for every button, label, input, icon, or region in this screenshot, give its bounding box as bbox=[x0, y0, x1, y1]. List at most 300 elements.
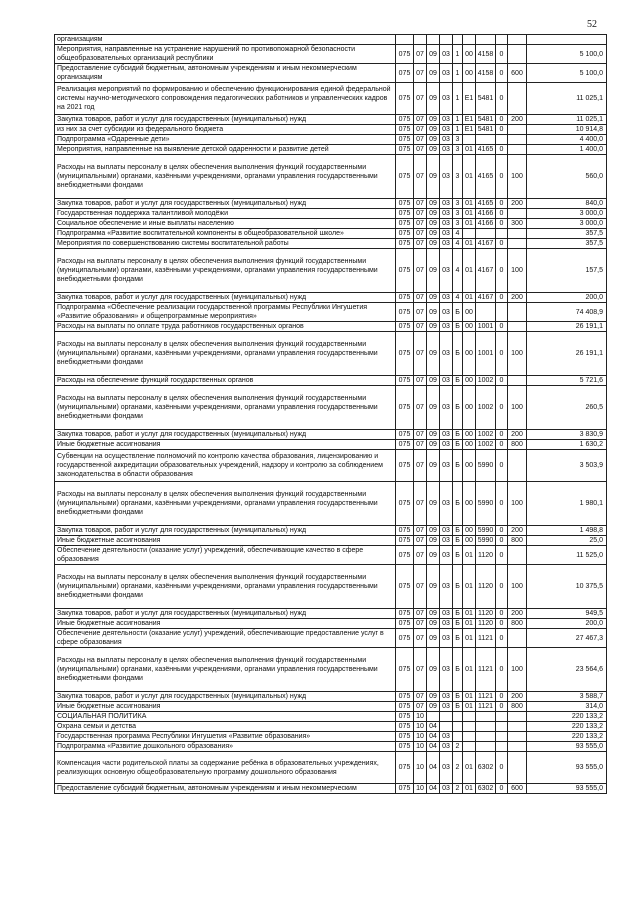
table-row bbox=[55, 386, 607, 430]
row-code: 075 bbox=[396, 145, 414, 155]
row-code bbox=[496, 135, 508, 145]
table-row bbox=[55, 135, 607, 145]
row-code: 100 bbox=[508, 565, 527, 609]
row-code: E1 bbox=[463, 125, 476, 135]
row-sum: 220 133,2 bbox=[527, 712, 607, 722]
row-code: 2 bbox=[453, 752, 463, 784]
row-code: 0 bbox=[496, 386, 508, 430]
row-code: 07 bbox=[414, 536, 427, 546]
row-code: 03 bbox=[440, 145, 453, 155]
row-code: 03 bbox=[440, 322, 453, 332]
row-code: 800 bbox=[508, 440, 527, 450]
row-code: 09 bbox=[427, 219, 440, 229]
row-code bbox=[508, 229, 527, 239]
row-code: 10 bbox=[414, 712, 427, 722]
row-code: 00 bbox=[463, 376, 476, 386]
row-code: 03 bbox=[440, 482, 453, 526]
row-code: 03 bbox=[440, 609, 453, 619]
row-code: 03 bbox=[440, 546, 453, 565]
row-code: 03 bbox=[440, 450, 453, 482]
row-sum: 3 588,7 bbox=[527, 692, 607, 702]
row-code: 00 bbox=[463, 332, 476, 376]
row-code: 04 bbox=[427, 784, 440, 794]
row-code bbox=[508, 629, 527, 648]
row-code: 10 bbox=[414, 752, 427, 784]
row-code: 09 bbox=[427, 430, 440, 440]
row-code: 01 bbox=[463, 619, 476, 629]
row-sum: 357,5 bbox=[527, 229, 607, 239]
row-sum: 5 100,0 bbox=[527, 45, 607, 64]
row-code: 0 bbox=[496, 125, 508, 135]
budget-table bbox=[54, 34, 607, 794]
row-code: 200 bbox=[508, 609, 527, 619]
table-row bbox=[55, 430, 607, 440]
row-code: 6302 bbox=[476, 752, 496, 784]
row-code: 075 bbox=[396, 209, 414, 219]
row-sum: 3 000,0 bbox=[527, 209, 607, 219]
row-code: 03 bbox=[440, 430, 453, 440]
row-name: Закупка товаров, работ и услуг для государственных (муниципальных) нужд bbox=[55, 609, 396, 619]
row-code bbox=[463, 722, 476, 732]
row-sum: 220 133,2 bbox=[527, 722, 607, 732]
row-code: 07 bbox=[414, 430, 427, 440]
row-code: 0 bbox=[496, 332, 508, 376]
row-code: 07 bbox=[414, 332, 427, 376]
row-code: 03 bbox=[440, 125, 453, 135]
row-code: 800 bbox=[508, 619, 527, 629]
row-code bbox=[463, 742, 476, 752]
row-code: 0 bbox=[496, 536, 508, 546]
row-name: Закупка товаров, работ и услуг для государственных (муниципальных) нужд bbox=[55, 293, 396, 303]
row-sum: 5 100,0 bbox=[527, 64, 607, 83]
row-code: 01 bbox=[463, 209, 476, 219]
row-code: Б bbox=[453, 702, 463, 712]
row-code: 01 bbox=[463, 293, 476, 303]
row-code bbox=[496, 722, 508, 732]
row-sum: 74 408,9 bbox=[527, 303, 607, 322]
row-name: Обеспечение деятельности (оказание услуг) учреждений, обеспечивающие предоставление услуг в сфере образования bbox=[55, 629, 396, 648]
row-code: 075 bbox=[396, 430, 414, 440]
row-code bbox=[440, 35, 453, 45]
table-row bbox=[55, 702, 607, 712]
row-name: Субвенции на осуществление полномочий по контролю качества образования, лицензированию и государственной аккредитации образовательных учреждений, надзору и контролю за соблюдением законодательства в области образования bbox=[55, 450, 396, 482]
row-code: 5990 bbox=[476, 536, 496, 546]
row-code: 03 bbox=[440, 742, 453, 752]
row-code: Б bbox=[453, 482, 463, 526]
row-code: 03 bbox=[440, 332, 453, 376]
row-code: 1 bbox=[453, 115, 463, 125]
row-code bbox=[476, 135, 496, 145]
row-code: 09 bbox=[427, 376, 440, 386]
row-code: 1120 bbox=[476, 609, 496, 619]
row-code: 10 bbox=[414, 732, 427, 742]
row-code: 1001 bbox=[476, 332, 496, 376]
row-code: 075 bbox=[396, 629, 414, 648]
row-name: Расходы на выплаты персоналу в целях обеспечения выполнения функций государственными (муниципальными) органами, казёнными учреждениями, органами управления государственными внебюджетными фондами bbox=[55, 565, 396, 609]
row-code: 075 bbox=[396, 526, 414, 536]
row-code: 075 bbox=[396, 450, 414, 482]
row-code: 07 bbox=[414, 619, 427, 629]
row-sum: 23 564,6 bbox=[527, 648, 607, 692]
row-code bbox=[427, 712, 440, 722]
row-code: 01 bbox=[463, 702, 476, 712]
row-sum: 1 400,0 bbox=[527, 145, 607, 155]
row-name: Государственная программа Республики Ингушетия «Развитие образования» bbox=[55, 732, 396, 742]
row-code: 07 bbox=[414, 629, 427, 648]
row-sum: 3 830,9 bbox=[527, 430, 607, 440]
row-code: 0 bbox=[496, 239, 508, 249]
row-code: 0 bbox=[496, 293, 508, 303]
row-name: Закупка товаров, работ и услуг для государственных (муниципальных) нужд bbox=[55, 199, 396, 209]
row-code: 07 bbox=[414, 702, 427, 712]
row-code: 09 bbox=[427, 125, 440, 135]
row-code: 0 bbox=[496, 692, 508, 702]
row-code: 5990 bbox=[476, 526, 496, 536]
row-code: 09 bbox=[427, 293, 440, 303]
row-code: 09 bbox=[427, 482, 440, 526]
row-code: 09 bbox=[427, 45, 440, 64]
row-name: организациям bbox=[55, 35, 396, 45]
row-code: 00 bbox=[463, 482, 476, 526]
row-code: 03 bbox=[440, 629, 453, 648]
row-code: 03 bbox=[440, 692, 453, 702]
row-code: 07 bbox=[414, 219, 427, 229]
table-row bbox=[55, 145, 607, 155]
row-sum: 314,0 bbox=[527, 702, 607, 712]
row-code: 1120 bbox=[476, 546, 496, 565]
row-code: 04 bbox=[427, 752, 440, 784]
row-code bbox=[427, 35, 440, 45]
row-code: 07 bbox=[414, 209, 427, 219]
row-code bbox=[476, 742, 496, 752]
row-code: 1121 bbox=[476, 629, 496, 648]
row-code bbox=[440, 712, 453, 722]
row-code bbox=[508, 125, 527, 135]
row-code: 0 bbox=[496, 322, 508, 332]
row-code: 075 bbox=[396, 619, 414, 629]
row-code: Б bbox=[453, 303, 463, 322]
row-code: 07 bbox=[414, 155, 427, 199]
row-code: 0 bbox=[496, 115, 508, 125]
row-code: 600 bbox=[508, 64, 527, 83]
row-code: 10 bbox=[414, 784, 427, 794]
row-code: 4166 bbox=[476, 209, 496, 219]
row-sum: 357,5 bbox=[527, 239, 607, 249]
row-code: 03 bbox=[440, 536, 453, 546]
row-code: 0 bbox=[496, 249, 508, 293]
row-code: 1 bbox=[453, 64, 463, 83]
row-code: 200 bbox=[508, 526, 527, 536]
row-code: 10 bbox=[414, 742, 427, 752]
row-code: 4165 bbox=[476, 199, 496, 209]
row-code: Б bbox=[453, 440, 463, 450]
row-sum: 200,0 bbox=[527, 619, 607, 629]
row-code: 075 bbox=[396, 609, 414, 619]
row-code: 03 bbox=[440, 784, 453, 794]
table-row bbox=[55, 440, 607, 450]
row-code: 1002 bbox=[476, 440, 496, 450]
row-sum: 11 025,1 bbox=[527, 115, 607, 125]
row-code: 03 bbox=[440, 83, 453, 115]
row-code bbox=[463, 229, 476, 239]
row-code: 075 bbox=[396, 536, 414, 546]
row-code bbox=[476, 732, 496, 742]
row-code: 075 bbox=[396, 293, 414, 303]
row-code: 03 bbox=[440, 752, 453, 784]
table-row bbox=[55, 303, 607, 322]
row-code: 1121 bbox=[476, 692, 496, 702]
row-code: 09 bbox=[427, 526, 440, 536]
table-row bbox=[55, 125, 607, 135]
row-code: 03 bbox=[440, 376, 453, 386]
row-code: Б bbox=[453, 648, 463, 692]
row-sum: 1 630,2 bbox=[527, 440, 607, 450]
row-code: 03 bbox=[440, 732, 453, 742]
row-code: 01 bbox=[463, 784, 476, 794]
row-code: 0 bbox=[496, 83, 508, 115]
row-code: 0 bbox=[496, 526, 508, 536]
row-code: 03 bbox=[440, 249, 453, 293]
table-row bbox=[55, 83, 607, 115]
row-code: 07 bbox=[414, 692, 427, 702]
row-sum: 3 000,0 bbox=[527, 219, 607, 229]
row-code: 075 bbox=[396, 742, 414, 752]
table-row bbox=[55, 742, 607, 752]
row-code: 01 bbox=[463, 609, 476, 619]
row-name: Предоставление субсидий бюджетным, автономным учреждениям и иным некоммерческим bbox=[55, 784, 396, 794]
row-code: 09 bbox=[427, 83, 440, 115]
row-code bbox=[496, 303, 508, 322]
row-code: 09 bbox=[427, 239, 440, 249]
row-code: 07 bbox=[414, 546, 427, 565]
table-row bbox=[55, 155, 607, 199]
row-code bbox=[496, 712, 508, 722]
row-name: Мероприятия по совершенствованию системы воспитательной работы bbox=[55, 239, 396, 249]
row-code: 0 bbox=[496, 629, 508, 648]
row-code: 00 bbox=[463, 450, 476, 482]
row-code: 0 bbox=[496, 64, 508, 83]
row-code: 075 bbox=[396, 322, 414, 332]
row-code: 0 bbox=[496, 209, 508, 219]
row-code: 3 bbox=[453, 145, 463, 155]
row-sum: 26 191,1 bbox=[527, 332, 607, 376]
row-code: Б bbox=[453, 692, 463, 702]
row-code: 0 bbox=[496, 450, 508, 482]
row-code: 075 bbox=[396, 440, 414, 450]
row-code: 01 bbox=[463, 239, 476, 249]
row-sum: 5 721,6 bbox=[527, 376, 607, 386]
row-code: 4167 bbox=[476, 293, 496, 303]
row-code: 01 bbox=[463, 629, 476, 648]
row-code: 4 bbox=[453, 249, 463, 293]
row-code: 07 bbox=[414, 199, 427, 209]
row-code: 07 bbox=[414, 115, 427, 125]
row-sum: 157,5 bbox=[527, 249, 607, 293]
row-code: 200 bbox=[508, 430, 527, 440]
row-name: Расходы на выплаты персоналу в целях обеспечения выполнения функций государственными (муниципальными) органами, казёнными учреждениями, органами управления государственными внебюджетными фондами bbox=[55, 332, 396, 376]
table-row bbox=[55, 752, 607, 784]
row-code: 0 bbox=[496, 145, 508, 155]
row-code: 200 bbox=[508, 692, 527, 702]
row-code: 4 bbox=[453, 239, 463, 249]
table-row bbox=[55, 239, 607, 249]
row-code: 600 bbox=[508, 784, 527, 794]
row-code: 075 bbox=[396, 376, 414, 386]
row-code bbox=[508, 303, 527, 322]
row-name: Подпрограмма «Одаренные дети» bbox=[55, 135, 396, 145]
row-code: Б bbox=[453, 619, 463, 629]
row-code: 09 bbox=[427, 702, 440, 712]
row-sum: 1 980,1 bbox=[527, 482, 607, 526]
row-code: 09 bbox=[427, 64, 440, 83]
row-sum: 10 914,8 bbox=[527, 125, 607, 135]
row-code: 1120 bbox=[476, 565, 496, 609]
row-name: Закупка товаров, работ и услуг для государственных (муниципальных) нужд bbox=[55, 115, 396, 125]
row-code: 07 bbox=[414, 322, 427, 332]
row-code: 0 bbox=[496, 609, 508, 619]
row-code: 10 bbox=[414, 722, 427, 732]
row-name: Мероприятия, направленные на устранение нарушений по противопожарной безопасности общеобразовательных организаций республики bbox=[55, 45, 396, 64]
row-code: 03 bbox=[440, 64, 453, 83]
row-name: СОЦИАЛЬНАЯ ПОЛИТИКА bbox=[55, 712, 396, 722]
row-code: 09 bbox=[427, 536, 440, 546]
row-sum: 4 400,0 bbox=[527, 135, 607, 145]
row-code bbox=[453, 35, 463, 45]
table-row bbox=[55, 784, 607, 794]
row-code: 5481 bbox=[476, 115, 496, 125]
row-code: 0 bbox=[496, 546, 508, 565]
table-row bbox=[55, 722, 607, 732]
row-sum: 949,5 bbox=[527, 609, 607, 619]
row-code bbox=[508, 135, 527, 145]
row-code: 4166 bbox=[476, 219, 496, 229]
row-code bbox=[508, 732, 527, 742]
row-code: 09 bbox=[427, 322, 440, 332]
row-code: 200 bbox=[508, 115, 527, 125]
row-code: 04 bbox=[427, 722, 440, 732]
row-name: Социальное обеспечение и иные выплаты населению bbox=[55, 219, 396, 229]
table-row bbox=[55, 35, 607, 45]
row-code bbox=[508, 35, 527, 45]
row-code: 07 bbox=[414, 64, 427, 83]
row-code: 01 bbox=[463, 648, 476, 692]
row-code: 00 bbox=[463, 303, 476, 322]
row-name: Подпрограмма «Развитие дошкольного образования» bbox=[55, 742, 396, 752]
row-code: 07 bbox=[414, 249, 427, 293]
row-code: 075 bbox=[396, 303, 414, 322]
row-code: 09 bbox=[427, 303, 440, 322]
row-code bbox=[453, 712, 463, 722]
table-row bbox=[55, 376, 607, 386]
row-code: 03 bbox=[440, 115, 453, 125]
row-name: Иные бюджетные ассигнования bbox=[55, 440, 396, 450]
row-code: Б bbox=[453, 546, 463, 565]
row-code bbox=[463, 732, 476, 742]
row-code: 0 bbox=[496, 752, 508, 784]
row-code: 075 bbox=[396, 482, 414, 526]
row-name: Государственная поддержка талантливой молодёжи bbox=[55, 209, 396, 219]
table-row bbox=[55, 293, 607, 303]
row-code: 0 bbox=[496, 619, 508, 629]
row-code: 100 bbox=[508, 648, 527, 692]
row-code: Б bbox=[453, 629, 463, 648]
row-code: 04 bbox=[427, 742, 440, 752]
row-code: 03 bbox=[440, 155, 453, 199]
row-code: 3 bbox=[453, 135, 463, 145]
row-code: 01 bbox=[463, 565, 476, 609]
row-sum: 26 191,1 bbox=[527, 322, 607, 332]
row-name: Расходы на выплаты персоналу в целях обеспечения выполнения функций государственными (муниципальными) органами, казёнными учреждениями, органами управления государственными внебюджетными фондами bbox=[55, 249, 396, 293]
row-sum: 93 555,0 bbox=[527, 752, 607, 784]
row-code bbox=[508, 239, 527, 249]
row-code bbox=[496, 742, 508, 752]
row-name: Подпрограмма «Обеспечение реализации государственной программы Республики Ингушетия «Развитие образования» и общепрограммные мероприятия» bbox=[55, 303, 396, 322]
row-code: 07 bbox=[414, 565, 427, 609]
row-code: 4167 bbox=[476, 249, 496, 293]
row-name: Реализация мероприятий по формированию и обеспечению функционирования единой федеральной системы научно-методического сопровождения педагогических работников и управленческих кадров на 2021 год bbox=[55, 83, 396, 115]
row-code: 6302 bbox=[476, 784, 496, 794]
row-code: 4167 bbox=[476, 239, 496, 249]
row-name: Иные бюджетные ассигнования bbox=[55, 702, 396, 712]
row-code: 07 bbox=[414, 145, 427, 155]
row-code: 03 bbox=[440, 199, 453, 209]
row-code: 01 bbox=[463, 155, 476, 199]
row-code: 09 bbox=[427, 565, 440, 609]
row-code: 03 bbox=[440, 648, 453, 692]
row-code: 07 bbox=[414, 239, 427, 249]
table-row bbox=[55, 546, 607, 565]
row-code: 00 bbox=[463, 536, 476, 546]
row-code: 09 bbox=[427, 209, 440, 219]
row-code: 03 bbox=[440, 565, 453, 609]
row-code: 03 bbox=[440, 303, 453, 322]
row-name: Закупка товаров, работ и услуг для государственных (муниципальных) нужд bbox=[55, 526, 396, 536]
row-code: 0 bbox=[496, 482, 508, 526]
row-name: Расходы на выплаты персоналу в целях обеспечения выполнения функций государственными (муниципальными) органами, казёнными учреждениями, органами управления государственными внебюджетными фондами bbox=[55, 386, 396, 430]
row-code bbox=[508, 322, 527, 332]
row-code: 1002 bbox=[476, 386, 496, 430]
row-code: 100 bbox=[508, 482, 527, 526]
row-code: 3 bbox=[453, 209, 463, 219]
row-code bbox=[508, 83, 527, 115]
row-code: 07 bbox=[414, 125, 427, 135]
row-code: 09 bbox=[427, 386, 440, 430]
row-code: 5481 bbox=[476, 83, 496, 115]
row-code bbox=[508, 712, 527, 722]
row-code bbox=[396, 35, 414, 45]
row-code: 300 bbox=[508, 219, 527, 229]
row-code: 01 bbox=[463, 145, 476, 155]
row-code: Б bbox=[453, 430, 463, 440]
row-code: 09 bbox=[427, 155, 440, 199]
row-code: 00 bbox=[463, 526, 476, 536]
row-code: 09 bbox=[427, 648, 440, 692]
row-code bbox=[463, 35, 476, 45]
row-code: 04 bbox=[427, 732, 440, 742]
row-code: 07 bbox=[414, 482, 427, 526]
row-code: Б bbox=[453, 536, 463, 546]
row-code: 0 bbox=[496, 376, 508, 386]
row-code bbox=[496, 229, 508, 239]
row-sum: 220 133,2 bbox=[527, 732, 607, 742]
row-code: 800 bbox=[508, 702, 527, 712]
row-code bbox=[508, 722, 527, 732]
row-code: 09 bbox=[427, 440, 440, 450]
row-code: 075 bbox=[396, 712, 414, 722]
row-code: 1002 bbox=[476, 430, 496, 440]
row-code: E1 bbox=[463, 83, 476, 115]
row-sum: 93 555,0 bbox=[527, 742, 607, 752]
